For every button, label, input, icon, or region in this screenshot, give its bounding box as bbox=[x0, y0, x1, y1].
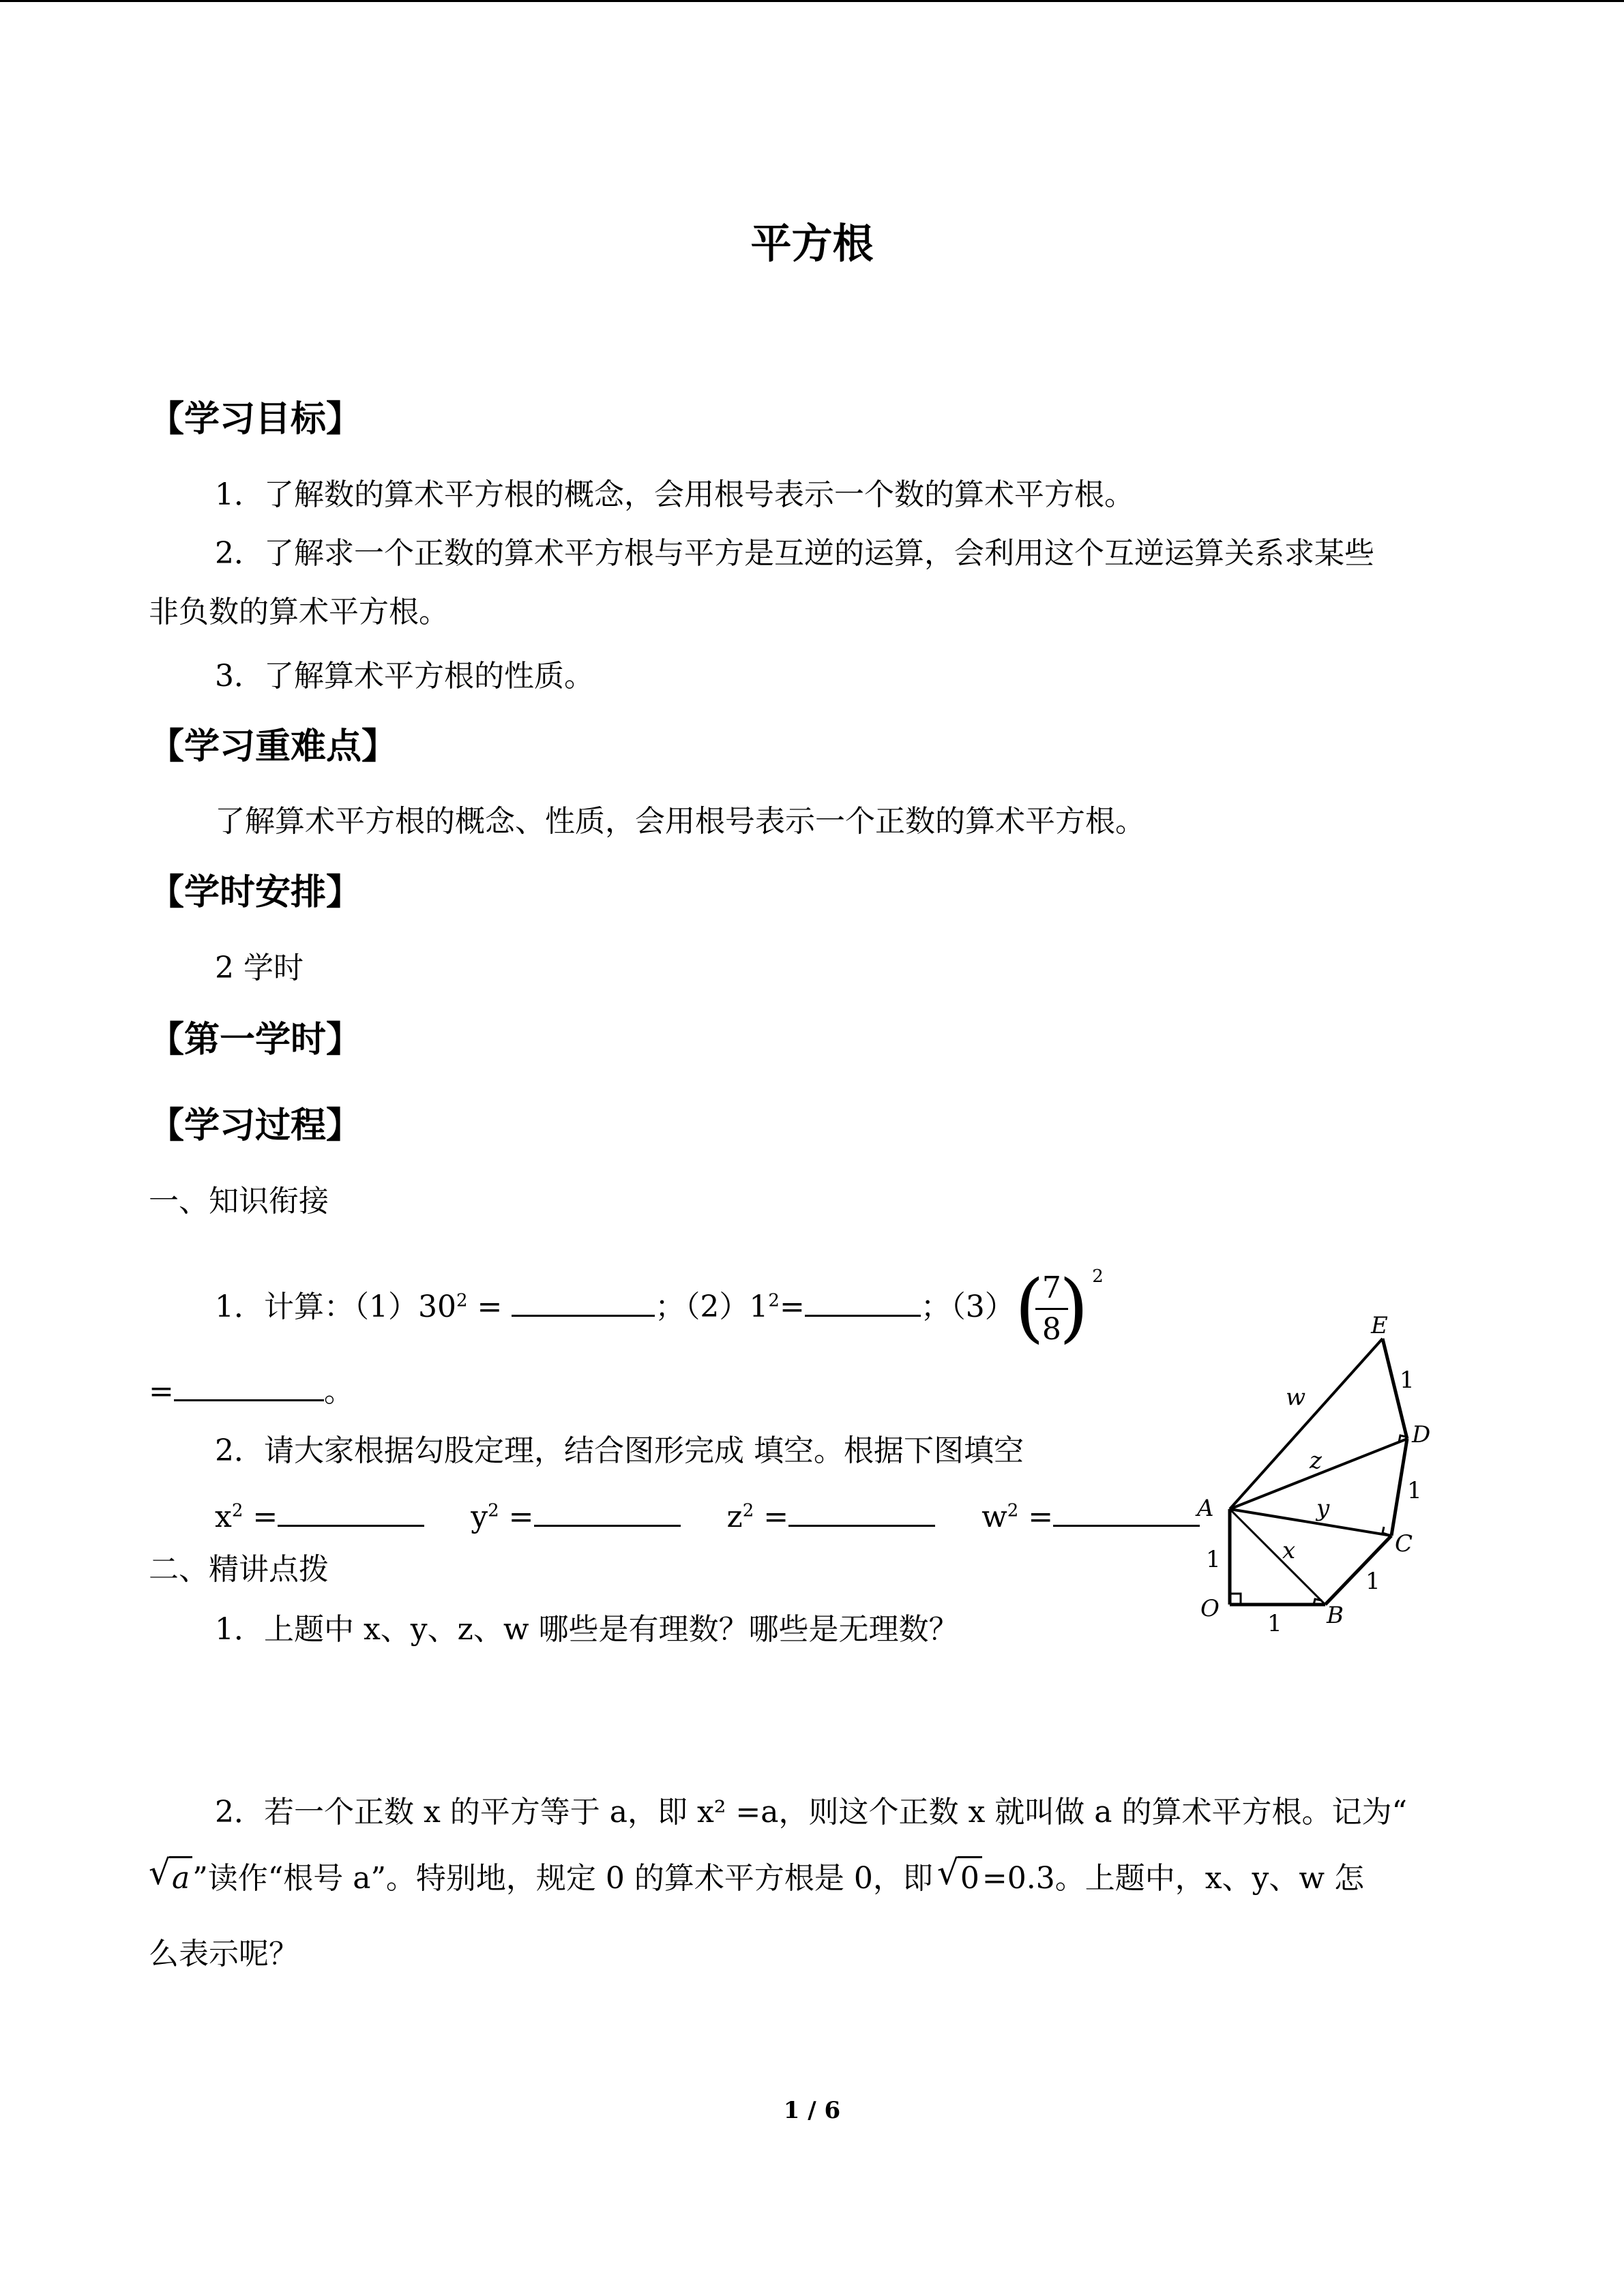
section-2-title: 二、精讲点拨 bbox=[149, 1552, 329, 1587]
answer-blank-1[interactable] bbox=[512, 1285, 655, 1317]
heading-goals: 【学习目标】 bbox=[149, 399, 362, 440]
side-CD-length: 1 bbox=[1407, 1477, 1422, 1504]
right-angle-C bbox=[1383, 1527, 1391, 1536]
x-exp: 2 bbox=[231, 1500, 243, 1521]
fraction-denominator: 8 bbox=[1042, 1312, 1061, 1347]
page-title: 平方根 bbox=[750, 220, 874, 268]
calc-eq-1: = bbox=[467, 1289, 503, 1324]
calc-line2-prefix: = bbox=[149, 1374, 174, 1409]
y-eq: = bbox=[499, 1500, 534, 1534]
segment-AC-y bbox=[1230, 1509, 1391, 1536]
calc-sep-2: ；（3） bbox=[920, 1289, 1015, 1324]
side-OA-length: 1 bbox=[1206, 1546, 1221, 1573]
calc-question-line1 bbox=[215, 1264, 1104, 1351]
fraction-seven-eighths bbox=[1014, 1264, 1104, 1351]
side-DE-length: 1 bbox=[1400, 1367, 1415, 1394]
top-border bbox=[0, 0, 1624, 2]
sqrt-zero bbox=[936, 1853, 982, 1899]
segment-BC bbox=[1325, 1536, 1391, 1605]
sqrt-a-arg: a bbox=[169, 1856, 192, 1899]
key-points-text: 了解算术平方根的概念、性质，会用根号表示一个正数的算术平方根。 bbox=[215, 804, 1145, 839]
goal-item-2-line2: 非负数的算术平方根。 bbox=[149, 595, 449, 629]
point-E-label: E bbox=[1371, 1312, 1388, 1339]
z-squared-blank[interactable] bbox=[788, 1495, 935, 1527]
segment-z-label: z bbox=[1310, 1447, 1322, 1474]
calc-exp-2: 2 bbox=[768, 1290, 780, 1311]
goal-item-2-line1: 2．了解求一个正数的算术平方根与平方是互逆的运算，会利用这个互逆运算关系求某些 bbox=[215, 536, 1374, 571]
page-number: 1 / 6 bbox=[783, 2097, 841, 2124]
w-exp: 2 bbox=[1007, 1500, 1019, 1521]
right-paren: ) bbox=[1059, 1264, 1089, 1351]
heading-process: 【学习过程】 bbox=[149, 1105, 362, 1146]
fraction-numerator: 7 bbox=[1035, 1268, 1068, 1310]
z-label: z bbox=[726, 1500, 743, 1534]
y-label: y bbox=[471, 1500, 488, 1534]
w-label: w bbox=[981, 1500, 1007, 1534]
sqrt-a bbox=[149, 1853, 192, 1899]
segment-y-label: y bbox=[1316, 1495, 1330, 1522]
goal-item-1: 1．了解数的算术平方根的概念，会用根号表示一个数的算术平方根。 bbox=[215, 477, 1134, 512]
definition-line2-end: =0.3。上题中，x、y、w 怎 bbox=[981, 1861, 1365, 1896]
heading-schedule: 【学时安排】 bbox=[149, 872, 362, 913]
calc-sep-1: ；（2）1 bbox=[655, 1289, 769, 1324]
segment-w-label: w bbox=[1286, 1384, 1306, 1411]
definition-line2 bbox=[149, 1853, 1365, 1899]
point-A-label: A bbox=[1197, 1495, 1214, 1522]
side-BC-length: 1 bbox=[1365, 1568, 1381, 1595]
x-eq: = bbox=[243, 1500, 278, 1534]
definition-line2-text: ”读作“根号 a”。特别地，规定 0 的算术平方根是 0，即 bbox=[192, 1861, 933, 1896]
section-1-title: 一、知识衔接 bbox=[149, 1184, 329, 1219]
segment-CD bbox=[1391, 1439, 1407, 1536]
fill-in-row bbox=[215, 1495, 1200, 1538]
z-exp: 2 bbox=[742, 1500, 754, 1521]
point-C-label: C bbox=[1395, 1530, 1413, 1557]
segment-AE-w bbox=[1230, 1339, 1383, 1509]
heading-first-session: 【第一学时】 bbox=[149, 1019, 362, 1060]
calc-prefix: 1．计算：（1）30 bbox=[215, 1289, 456, 1324]
left-paren: ( bbox=[1014, 1264, 1044, 1351]
definition-line3: 么表示呢？ bbox=[149, 1937, 299, 1971]
x-label: x bbox=[215, 1500, 232, 1534]
segment-x-label: x bbox=[1282, 1537, 1296, 1564]
point-D-label: D bbox=[1412, 1421, 1431, 1448]
y-squared-blank[interactable] bbox=[534, 1495, 681, 1527]
fraction-exponent: 2 bbox=[1092, 1266, 1104, 1287]
schedule-text: 2 学时 bbox=[215, 951, 304, 985]
x-squared-blank[interactable] bbox=[278, 1495, 424, 1527]
w-eq: = bbox=[1018, 1500, 1054, 1534]
calc-line2-suffix: 。 bbox=[323, 1374, 354, 1409]
spiral-triangle-figure bbox=[1187, 1299, 1460, 1654]
calc-eq-2: = bbox=[779, 1289, 805, 1324]
calc-question-line2 bbox=[149, 1369, 354, 1412]
w-squared-blank[interactable] bbox=[1053, 1495, 1200, 1527]
calc-exp-1: 2 bbox=[456, 1290, 468, 1311]
sqrt-zero-arg: 0 bbox=[958, 1856, 982, 1899]
heading-key-points: 【学习重难点】 bbox=[149, 726, 398, 767]
side-OB-length: 1 bbox=[1267, 1610, 1282, 1637]
y-exp: 2 bbox=[488, 1500, 499, 1521]
definition-line1: 2．若一个正数 x 的平方等于 a，即 x² =a，则这个正数 x 就叫做 a 的算术平方根。记为“ bbox=[215, 1795, 1408, 1830]
radical-sign: √ bbox=[149, 1853, 171, 1892]
point-B-label: B bbox=[1327, 1602, 1344, 1629]
radical-sign: √ bbox=[936, 1853, 959, 1892]
pythagoras-question: 2．请大家根据勾股定理，结合图形完成 填空。根据下图填空 bbox=[215, 1433, 1024, 1468]
point-O-label: O bbox=[1200, 1595, 1220, 1622]
goal-item-3: 3．了解算术平方根的性质。 bbox=[215, 659, 594, 694]
z-eq: = bbox=[754, 1500, 789, 1534]
answer-blank-3[interactable] bbox=[174, 1369, 324, 1401]
answer-blank-2[interactable] bbox=[805, 1285, 921, 1317]
rational-question: 1．上题中 x、y、z、w 哪些是有理数？哪些是无理数？ bbox=[215, 1612, 959, 1647]
